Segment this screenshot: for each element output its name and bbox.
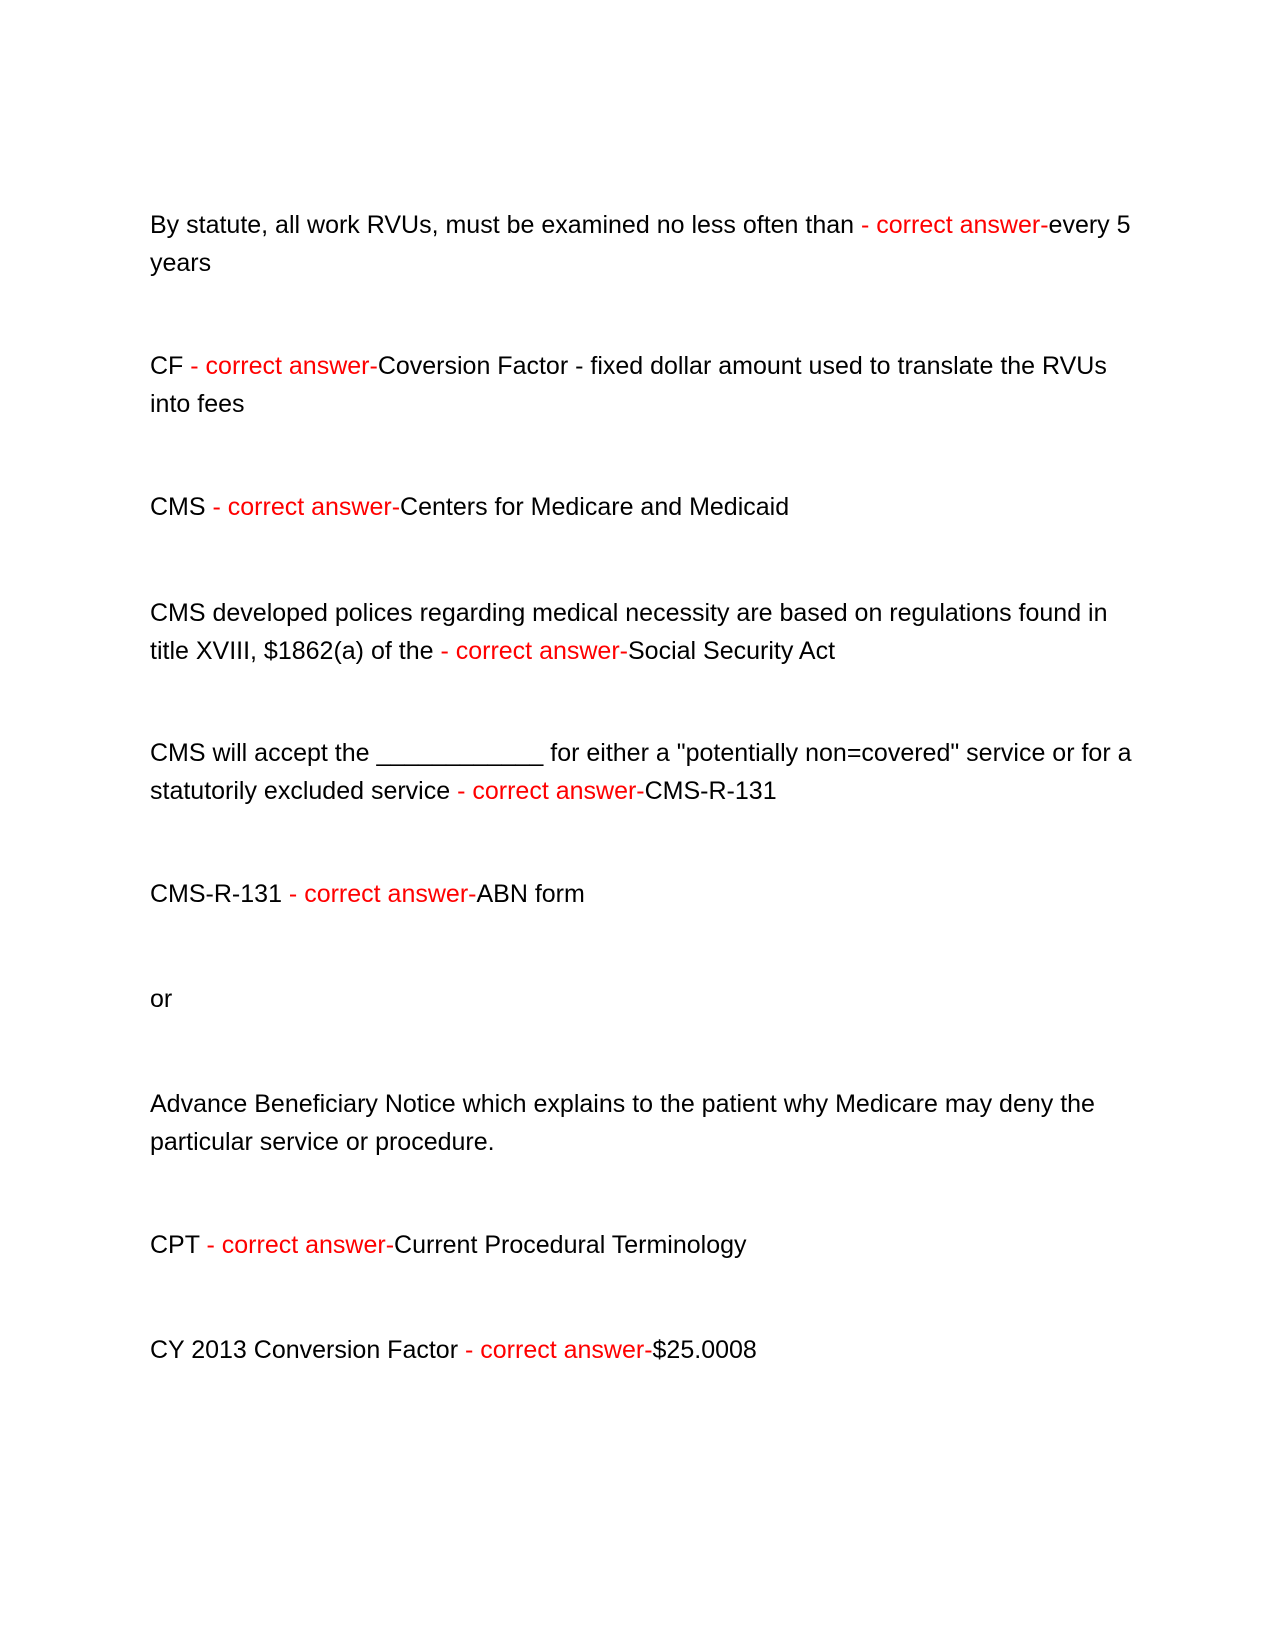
answer-text: $25.0008	[652, 1336, 757, 1364]
continuation-text: or	[150, 985, 173, 1013]
flashcard-entry	[150, 734, 1140, 810]
answer-separator: - correct answer-	[199, 1231, 395, 1259]
answer-separator: - correct answer-	[854, 211, 1049, 239]
question-text: CF	[150, 352, 184, 380]
answer-text: CMS-R-131	[644, 777, 777, 805]
answer-separator: - correct answer-	[205, 493, 401, 521]
answer-text: every 5 years	[150, 211, 1131, 277]
question-text: CY 2013 Conversion Factor	[150, 1336, 459, 1364]
question-text: CPT	[150, 1231, 200, 1259]
answer-text: Coversion Factor - fixed dollar amount used to translate the RVUs into fees	[150, 352, 1107, 418]
answer-text: Current Procedural Terminology	[394, 1231, 747, 1259]
question-text: CMS-R-131	[150, 880, 282, 908]
flashcard-entry	[150, 1331, 1140, 1369]
flashcard-entry	[150, 488, 1140, 526]
answer-text: Centers for Medicare and Medicaid	[400, 493, 790, 521]
answer-text: Social Security Act	[627, 637, 836, 665]
flashcard-entry	[150, 347, 1140, 423]
question-text: By statute, all work RVUs, must be examined no less often than	[150, 211, 855, 239]
question-text: CMS	[150, 493, 206, 521]
answer-separator: - correct answer-	[433, 637, 628, 665]
document-page	[150, 0, 1150, 1650]
answer-text: ABN form	[476, 880, 585, 908]
flashcard-entry	[150, 594, 1140, 670]
question-text: CMS will accept the ____________ for either a "potentially non=covered" service or for a statutorily excluded service	[150, 739, 1132, 805]
flashcard-entry	[150, 875, 1140, 913]
continuation-text: Advance Beneficiary Notice which explains to the patient why Medicare may deny the particular service or procedure.	[150, 1090, 1095, 1156]
answer-separator: - correct answer-	[281, 880, 477, 908]
flashcard-entry	[150, 1226, 1140, 1264]
question-text: CMS developed polices regarding medical necessity are based on regulations found in title XVIII, $1862(a) of the	[150, 599, 1108, 665]
answer-separator: - correct answer-	[450, 777, 645, 805]
answer-separator: - correct answer-	[458, 1336, 653, 1364]
flashcard-entry	[150, 206, 1140, 282]
answer-separator: - correct answer-	[183, 352, 378, 380]
